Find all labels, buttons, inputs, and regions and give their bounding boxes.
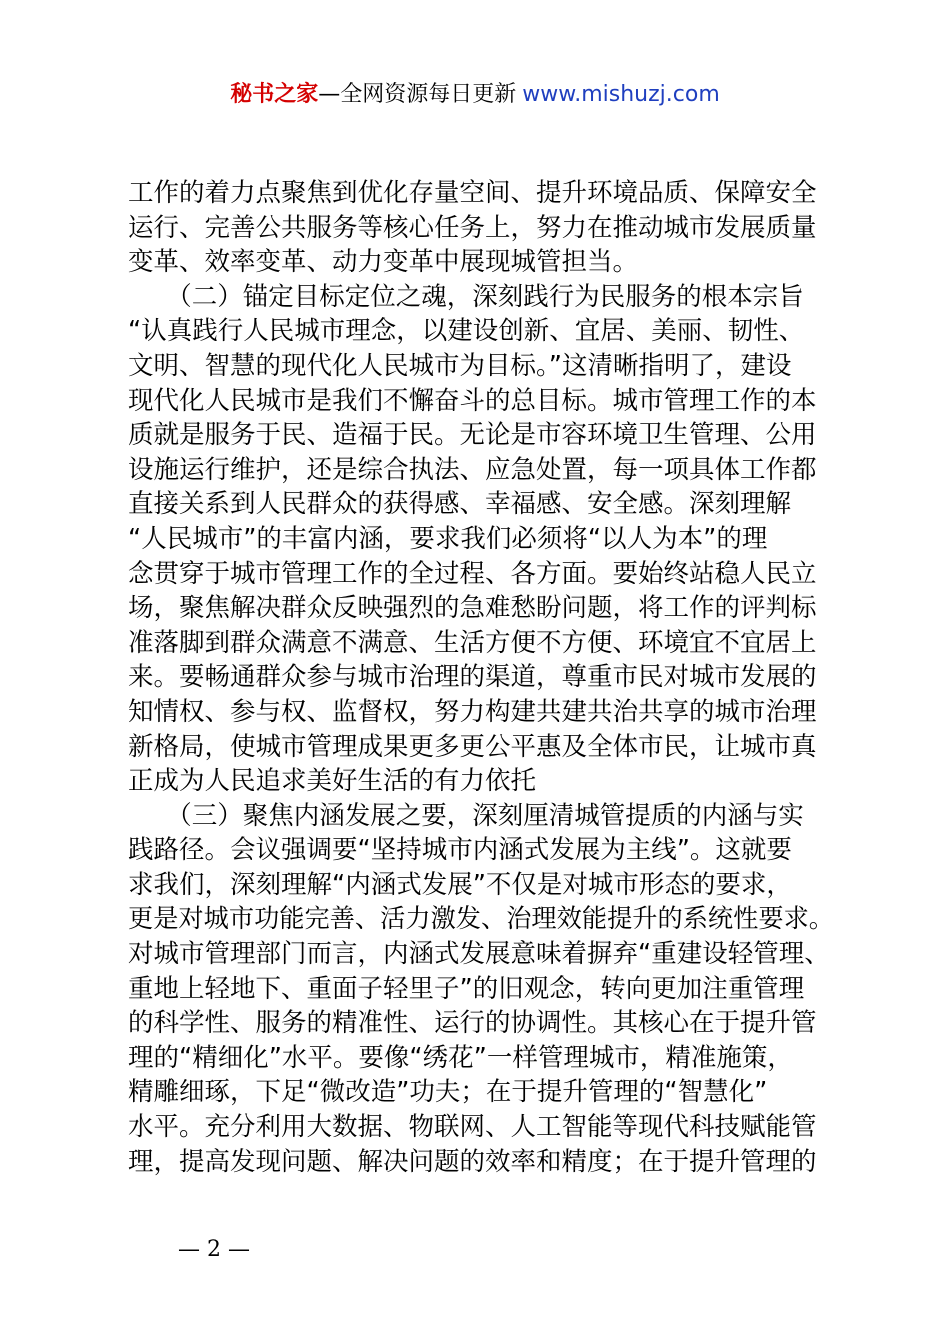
page-number: — 2 — [178, 1237, 250, 1262]
text-line: （二）锚定目标定位之魂，深刻践行为民服务的根本宗旨 [128, 281, 804, 312]
text-line: 念贯穿于城市管理工作的全过程、各方面。要始终站稳人民立 [128, 558, 817, 589]
text-line: 准落脚到群众满意不满意、生活方便不方便、环境宜不宜居上 [128, 627, 817, 658]
text-line: 的科学性、服务的精准性、运行的协调性。其核心在于提升管 [128, 1008, 817, 1039]
text-line: “认真践行人民城市理念，以建设创新、宜居、美丽、韧性、 [128, 316, 805, 347]
text-line: 重地上轻地下、重面子轻里子”的旧观念，转向更加注重管理 [128, 973, 805, 1004]
text-line: 直接关系到人民群众的获得感、幸福感、安全感。深刻理解 [128, 489, 792, 520]
text-line: 设施运行维护，还是综合执法、应急处置，每一项具体工作都 [128, 454, 817, 485]
text-line: 理，提高发现问题、解决问题的效率和精度；在于提升管理的 [128, 1146, 817, 1177]
text-line: 知情权、参与权、监督权，努力构建共建共治共享的城市治理 [128, 696, 817, 727]
site-url-link[interactable]: www.mishuzj.com [522, 82, 720, 107]
text-line: 来。要畅通群众参与城市治理的渠道，尊重市民对城市发展的 [128, 662, 817, 693]
text-line: 求我们，深刻理解“内涵式发展”不仅是对城市形态的要求， [128, 869, 792, 900]
text-line: 更是对城市功能完善、活力激发、治理效能提升的系统性要求。 [128, 904, 835, 935]
text-line: 质就是服务于民、造福于民。无论是市容环境卫生管理、公用 [128, 420, 817, 451]
text-line: 理的“精细化”水平。要像“绣花”一样管理城市，精准施策， [128, 1042, 793, 1073]
text-line: 对城市管理部门而言，内涵式发展意味着摒弃“重建设轻管理、 [128, 939, 830, 970]
text-line: 现代化人民城市是我们不懈奋斗的总目标。城市管理工作的本 [128, 385, 817, 416]
text-line: （三）聚焦内涵发展之要，深刻厘清城管提质的内涵与实 [128, 800, 804, 831]
site-header [0, 80, 950, 110]
text-line: “人民城市”的丰富内涵，要求我们必须将“以人为本”的理 [128, 523, 768, 554]
text-line: 正成为人民追求美好生活的有力依托 [128, 766, 537, 797]
text-line: 变革、效率变革、动力变革中展现城管担当。 [128, 247, 639, 278]
text-line: 践路径。会议强调要“坚持城市内涵式发展为主线”。这就要 [128, 835, 792, 866]
text-line: 新格局，使城市管理成果更多更公平惠及全体市民，让城市真 [128, 731, 817, 762]
text-line: 工作的着力点聚焦到优化存量空间、提升环境品质、保障安全 [128, 178, 817, 208]
text-line: 文明、智慧的现代化人民城市为目标。”这清晰指明了，建设 [128, 350, 792, 381]
text-line: 运行、完善公共服务等核心任务上，努力在推动城市发展质量 [128, 212, 817, 243]
site-brand: 秘书之家 [230, 82, 319, 107]
document-body [128, 176, 834, 1179]
site-tagline: —全网资源每日更新 [318, 82, 517, 107]
text-line: 场，聚焦解决群众反映强烈的急难愁盼问题，将工作的评判标 [128, 593, 817, 624]
text-line: 精雕细琢，下足“微改造”功夫；在于提升管理的“智慧化” [128, 1077, 768, 1108]
text-line: 水平。充分利用大数据、物联网、人工智能等现代科技赋能管 [128, 1112, 817, 1143]
